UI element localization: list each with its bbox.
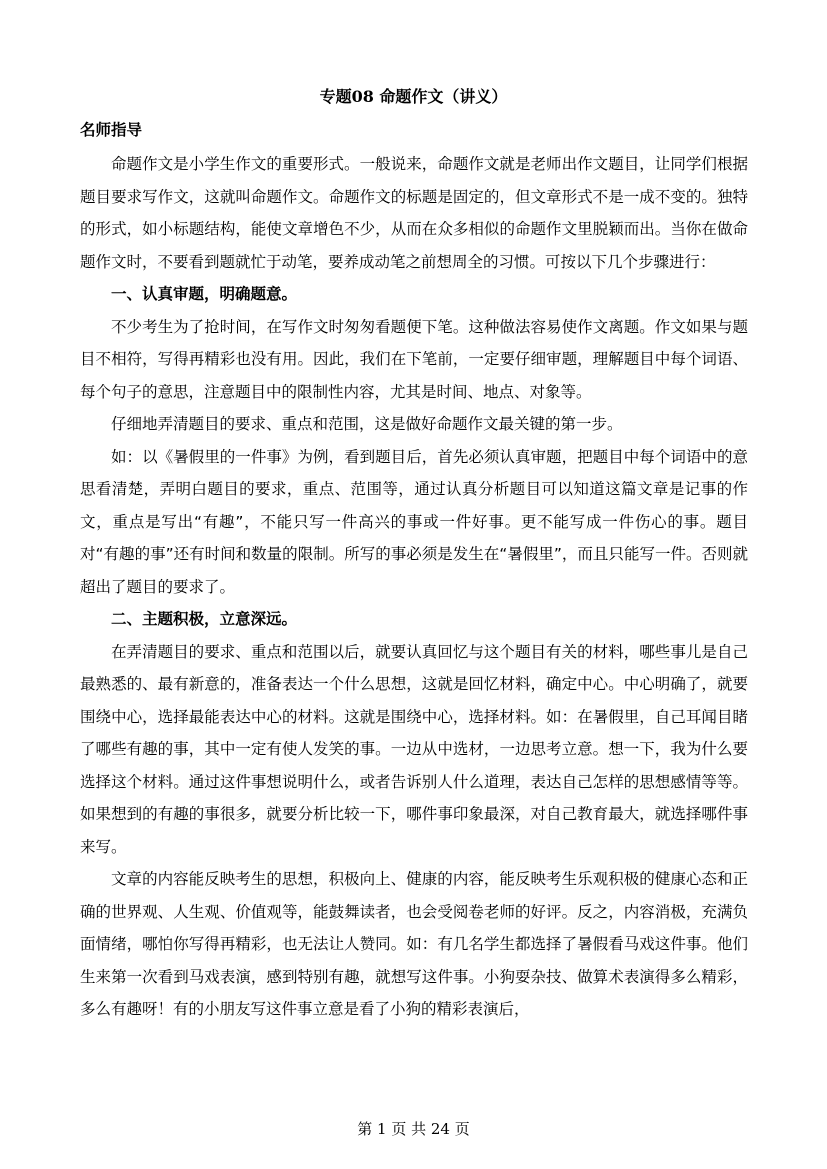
- section-heading: 名师指导: [80, 120, 143, 139]
- step1-heading: 一、认真审题，明确题意。: [111, 284, 298, 303]
- step1-paragraph-2: 仔细地弄清题目的要求、重点和范围，这是做好命题作文最关键的第一步。: [111, 415, 623, 433]
- document-body: [80, 116, 748, 1026]
- step2-paragraph-1: 在弄清题目的要求、重点和范围以后，就要认真回忆与这个题目有关的材料，哪些事儿是自己最熟悉的、最有新意的，准备表达一个什么思想，这就是回忆材料，确定中心。中心明确了，就要围绕中心，选择最能表达中心的材料。这就是围绕中心，选择材料。如：在暑假里，自己耳闻目睹了哪些有趣的事，其中一定有使人发笑的事。一边从中选材，一边思考立意。想一下，我为什么要选择这个材料。通过这件事想说明什么，或者告诉别人什么道理，表达自己怎样的思想感情等等。如果想到的有趣的事很多，就要分析比较一下，哪件事印象最深，对自己教育最大，就选择哪件事来写。: [80, 642, 748, 856]
- step2-heading: 二、主题积极，立意深远。: [111, 609, 298, 628]
- step1-paragraph-3: 如：以《暑假里的一件事》为例，看到题目后，首先必须认真审题，把题目中每个词语中的意思看清楚，弄明白题目的要求，重点、范围等，通过认真分析题目可以知道这篇文章是记事的作文，重点是写出“有趣”，不能只写一件高兴的事或一件好事。更不能写成一件伤心的事。题目对“有趣的事”还有时间和数量的限制。所写的事必须是发生在“暑假里”，而且只能写一件。否则就超出了题目的要求了。: [80, 447, 748, 596]
- step2-paragraph-2: 文章的内容能反映考生的思想，积极向上、健康的内容，能反映考生乐观积极的健康心态和正确的世界观、人生观、价值观等，能鼓舞读者，也会受阅卷老师的好评。反之，内容消极，充满负面情绪，哪怕你写得再精彩，也无法让人赞同。如：有几名学生都选择了暑假看马戏这件事。他们生来第一次看到马戏表演，感到特别有趣，就想写这件事。小狗耍杂技、做算术表演得多么精彩，多么有趣呀！有的小朋友写这件事立意是看了小狗的精彩表演后，: [80, 870, 748, 1018]
- document-title: 专题08 命题作文（讲义）: [319, 87, 508, 106]
- step1-paragraph-1: 不少考生为了抢时间，在写作文时匆匆看题便下笔。这种做法容易使作文离题。作文如果与题目不相符，写得再精彩也没有用。因此，我们在下笔前，一定要仔细审题，理解题目中每个词语、每个句子的意思，注意题目中的限制性内容，尤其是时间、地点、对象等。: [80, 317, 748, 401]
- page-number-footer: 第 1 页 共 24 页: [357, 1120, 470, 1138]
- intro-paragraph: 命题作文是小学生作文的重要形式。一般说来，命题作文就是老师出作文题目，让同学们根据题目要求写作文，这就叫命题作文。命题作文的标题是固定的，但文章形式不是一成不变的。独特的形式，如小标题结构，能使文章增色不少，从而在众多相似的命题作文里脱颖而出。当你在做命题作文时，不要看到题就忙于动笔，要养成动笔之前想周全的习惯。可按以下几个步骤进行：: [80, 155, 748, 271]
